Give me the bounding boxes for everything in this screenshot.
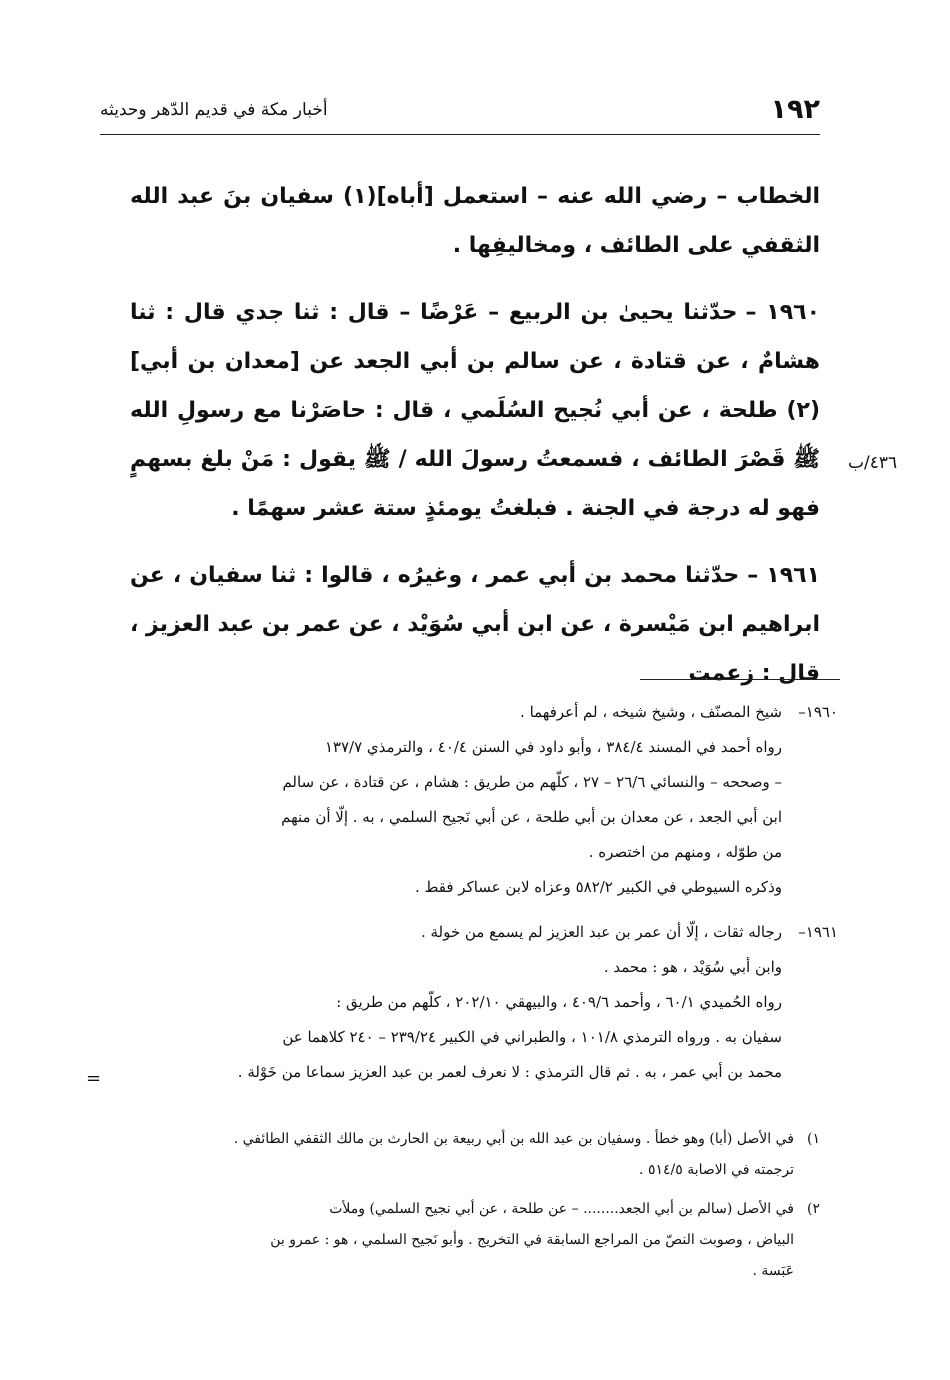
page-header bbox=[100, 86, 820, 126]
commentary-section bbox=[103, 695, 838, 1100]
hadith-number: ١٩٦١ – bbox=[747, 563, 820, 588]
manuscript-folio-marker: ٤٣٦/ب bbox=[848, 453, 898, 473]
footnote-1 bbox=[120, 1124, 820, 1186]
footnote-line: البياض ، وصوبت النصّ من المراجع السابقة في التخريج . وأبو نَجيح السلمي ، هو : عمرو بن bbox=[270, 1232, 794, 1248]
commentary-line: – وصححه – والنسائي ٢٦/٦ – ٢٧ ، كلّهم من طريق : هشام ، عن قتادة ، عن سالم bbox=[282, 773, 782, 791]
commentary-line: شيخ المصنّف ، وشيخ شيخه ، لم أعرفهما . bbox=[520, 703, 782, 721]
footnote-number: ٢) bbox=[807, 1201, 820, 1217]
footnote-number: ١) bbox=[807, 1131, 820, 1147]
commentary-line: من طوّله ، ومنهم من اختصره . bbox=[588, 843, 782, 861]
commentary-line: محمد بن أبي عمر ، به . ثم قال الترمذي : لا نعرف لعمر بن عبد العزيز سماعا من خَوْلة . bbox=[237, 1063, 782, 1081]
hadith-text: حدّثنا يحيىٰ بن الربيع – عَرْضًا – قال : ثنا جدي قال : ثنا هشامٌ ، عن قتادة ، عن سالم بن أبي الجعد عن [معدان بن أبي](٢) طلحة ، عن أبي نُجيح السُلَمي ، قال : حاصَرْنا مع رسولِ الله ﷺ قَصْرَ الطائف ، فسمعتُ رسولَ الله / ﷺ يقول : مَنْ بلغ بسهمٍ فهو له درجة في الجنة . فبلغتُ يومئذٍ ستة عشر سهمًا . bbox=[130, 300, 820, 521]
running-title: أخبار مكة في قديم الدّهر وحديثه bbox=[100, 100, 328, 120]
header-divider bbox=[100, 134, 820, 135]
footnote-line: في الأصل (سالم بن أبي الجعد........ – عن طلحة ، عن أبي نجيح السلمي) وملأت bbox=[329, 1201, 794, 1217]
commentary-entry-1961 bbox=[103, 915, 838, 1090]
commentary-line: وذكره السيوطي في الكبير ٥٨٢/٢ وعزاه لابن عساكر فقط . bbox=[415, 878, 782, 896]
hadith-text: حدّثنا محمد بن أبي عمر ، وغيرُه ، قالوا : ثنا سفيان ، عن ابراهيم ابن مَيْسرة ، عن ابن أبي سُوَيْد ، عن عمر بن عبد العزيز ، قال : زعمت bbox=[130, 563, 820, 686]
footnote-2 bbox=[120, 1194, 820, 1287]
commentary-line: وابن أبي سُوَيْد ، هو : محمد . bbox=[603, 958, 782, 976]
commentary-line: سفيان به . ورواه الترمذي ١٠١/٨ ، والطبراني في الكبير ٢٣٩/٢٤ – ٢٤٠ كلاهما عن bbox=[282, 1028, 782, 1046]
footnote-line: في الأصل (أبا) وهو خطأ . وسفيان بن عبد الله بن أبي ربيعة بن الحارث بن مالك الثقفي الطائفي . bbox=[233, 1131, 794, 1147]
footnote-line: ترجمته في الاصابة ٥١٤/٥ . bbox=[639, 1162, 794, 1178]
notes-divider bbox=[640, 679, 840, 680]
hadith-1961 bbox=[130, 551, 820, 698]
commentary-number: ١٩٦٠– bbox=[798, 703, 838, 721]
commentary-line: رواه الحُميدي ٦٠/١ ، وأحمد ٤٠٩/٦ ، والبيهقي ٢٠٢/١٠ ، كلّهم من طريق : bbox=[336, 993, 782, 1011]
commentary-line: رجاله ثقات ، إلّا أن عمر بن عبد العزيز لم يسمع من خولة . bbox=[420, 923, 782, 941]
footnote-line: عَبَسة . bbox=[752, 1263, 794, 1279]
main-text bbox=[130, 172, 820, 716]
hadith-number: ١٩٦٠ – bbox=[745, 300, 821, 325]
continuation-mark: = bbox=[86, 1068, 102, 1089]
commentary-number: ١٩٦١– bbox=[798, 923, 838, 941]
footnotes-section bbox=[120, 1124, 820, 1295]
commentary-entry-1960 bbox=[103, 695, 838, 905]
page-number: ١٩٢ bbox=[770, 94, 820, 125]
commentary-line: ابن أبي الجعد ، عن معدان بن أبي طلحة ، عن أبي نَجيح السلمي ، به . إلّا أن منهم bbox=[281, 808, 782, 826]
main-paragraph-continuation: الخطاب – رضي الله عنه – استعمل [أباه](١) سفيان بنَ عبد الله الثقفي على الطائف ، ومخاليفِها . bbox=[130, 184, 820, 258]
hadith-1960 bbox=[130, 288, 820, 533]
commentary-line: رواه أحمد في المسند ٣٨٤/٤ ، وأبو داود في السنن ٤٠/٤ ، والترمذي ١٣٧/٧ bbox=[324, 738, 782, 756]
